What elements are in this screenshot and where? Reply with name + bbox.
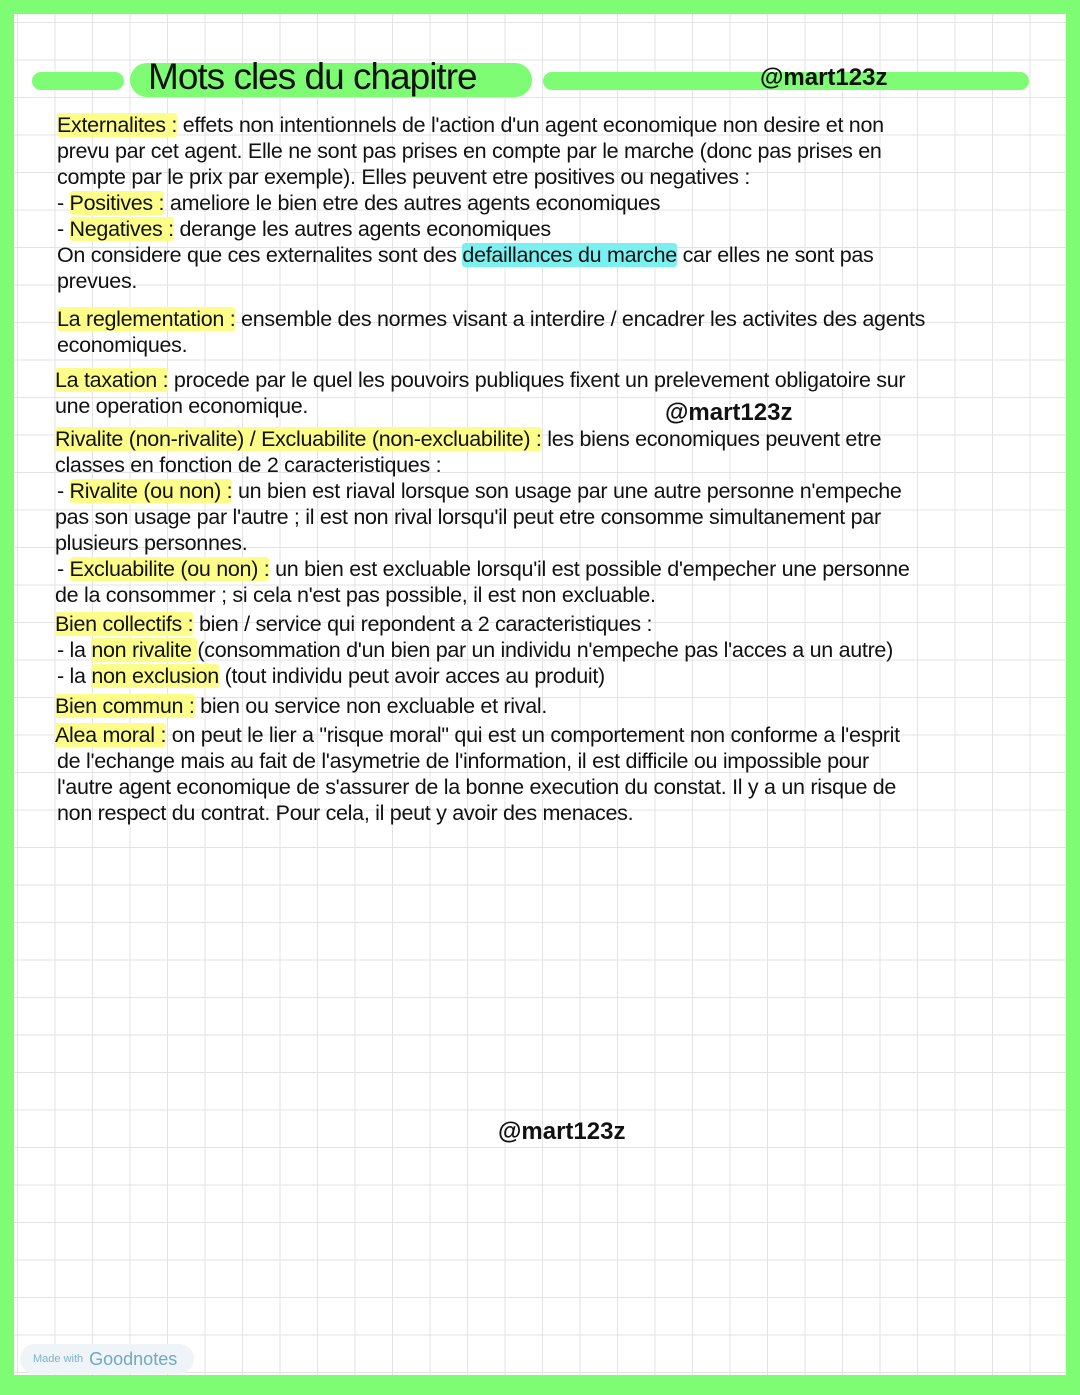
text-segment: - la — [57, 664, 92, 688]
text-line — [55, 427, 881, 452]
text-line — [55, 394, 308, 419]
text-segment: un bien est riaval lorsque son usage par une autre personne n'empeche — [232, 479, 902, 503]
text-line — [57, 307, 925, 332]
text-segment: un bien est excluable lorsqu'il est possible d'empecher une personne — [269, 557, 910, 581]
author-handle: @mart123z — [760, 64, 888, 91]
text-line — [57, 191, 660, 216]
text-segment: (consommation d'un bien par un individu n'empeche pas l'acces a un autre) — [197, 638, 893, 662]
highlighted-term: La taxation : — [55, 368, 169, 392]
goodnotes-badge — [20, 1344, 194, 1374]
text-line — [55, 368, 905, 393]
text-segment: plusieurs personnes. — [55, 531, 248, 555]
text-segment: bien / service qui repondent a 2 caracteristiques : — [193, 612, 653, 636]
highlighted-term: Rivalite (non-rivalite) / Excluabilite (non-excluabilite) : — [55, 427, 542, 451]
text-line — [55, 453, 441, 478]
highlighted-term: Excluabilite (ou non) : — [69, 557, 270, 581]
text-segment: de la consommer ; si cela n'est pas possible, il est non excluable. — [55, 583, 656, 607]
text-line — [55, 583, 656, 608]
text-line — [57, 749, 869, 774]
text-segment: bien ou service non excluable et rival. — [194, 694, 548, 718]
text-segment: prevues. — [57, 269, 138, 293]
text-line — [57, 139, 882, 164]
text-line — [57, 243, 873, 268]
text-segment: ameliore le bien etre des autres agents economiques — [164, 191, 661, 215]
text-segment: - — [57, 217, 70, 241]
text-line — [57, 113, 884, 138]
text-line — [55, 694, 547, 719]
text-segment: effets non intentionnels de l'action d'un agent economique non desire et non — [177, 113, 884, 137]
text-segment: - — [57, 479, 70, 503]
highlighted-term: Alea moral : — [55, 723, 167, 747]
highlighted-term: Bien commun : — [55, 694, 195, 718]
text-segment: de l'echange mais au fait de l'asymetrie de l'information, il est difficile ou impossible pour — [57, 749, 869, 773]
text-segment: procede par le quel les pouvoirs publiques fixent un prelevement obligatoire sur — [168, 368, 906, 392]
watermark-handle: @mart123z — [498, 1118, 626, 1145]
highlighted-term: Bien collectifs : — [55, 612, 194, 636]
text-line — [57, 479, 902, 504]
highlighted-term: La reglementation : — [57, 307, 236, 331]
highlighted-term: Externalites : — [57, 113, 178, 137]
page-title: Mots cles du chapitre — [148, 56, 477, 97]
text-segment: car elles ne sont pas — [676, 243, 874, 267]
watermark-handle: @mart123z — [665, 399, 793, 426]
text-line — [57, 269, 137, 294]
text-segment: derange les autres agents economiques — [173, 217, 551, 241]
text-segment: les biens economiques peuvent etre — [541, 427, 882, 451]
text-segment: (tout individu peut avoir acces au produit) — [218, 664, 605, 688]
text-segment: on peut le lier a "risque moral" qui est un comportement non conforme a l'esprit — [166, 723, 900, 747]
text-line — [57, 217, 551, 242]
text-line — [57, 333, 187, 358]
badge-made-with: Made with — [33, 1353, 84, 1365]
text-line — [55, 505, 881, 530]
text-line — [57, 664, 605, 689]
highlighted-term: Rivalite (ou non) : — [69, 479, 233, 503]
highlighted-term: non rivalite — [91, 638, 198, 662]
text-line — [55, 612, 652, 637]
text-line — [57, 801, 633, 826]
text-segment: pas son usage par l'autre ; il est non rival lorsqu'il peut etre consomme simultanement par — [55, 505, 881, 529]
text-segment: - — [57, 191, 70, 215]
highlighted-term: Negatives : — [69, 217, 174, 241]
text-segment: prevu par cet agent. Elle ne sont pas prises en compte par le marche (donc pas prises en — [57, 139, 882, 163]
text-line — [57, 775, 896, 800]
badge-brand: Goodnotes — [89, 1348, 178, 1369]
header-bar-left — [32, 72, 124, 90]
text-segment: classes en fonction de 2 caracteristiques : — [55, 453, 442, 477]
text-segment: l'autre agent economique de s'assurer de la bonne execution du constat. Il y a un risque de — [57, 775, 897, 799]
text-line — [55, 531, 247, 556]
highlighted-term: non exclusion — [91, 664, 219, 688]
text-segment: non respect du contrat. Pour cela, il peut y avoir des menaces. — [57, 801, 634, 825]
highlighted-term: defaillances du marche — [462, 243, 677, 267]
text-line — [57, 638, 893, 663]
text-segment: - — [57, 557, 70, 581]
text-line — [55, 723, 900, 748]
highlighted-term: Positives : — [69, 191, 165, 215]
text-segment: compte par le prix par exemple). Elles peuvent etre positives ou negatives : — [57, 165, 751, 189]
text-segment: - la — [57, 638, 92, 662]
text-segment: On considere que ces externalites sont des — [57, 243, 463, 267]
text-segment: une operation economique. — [55, 394, 309, 418]
text-segment: ensemble des normes visant a interdire / encadrer les activites des agents — [235, 307, 926, 331]
text-line — [57, 557, 910, 582]
text-line — [57, 165, 750, 190]
text-segment: economiques. — [57, 333, 188, 357]
